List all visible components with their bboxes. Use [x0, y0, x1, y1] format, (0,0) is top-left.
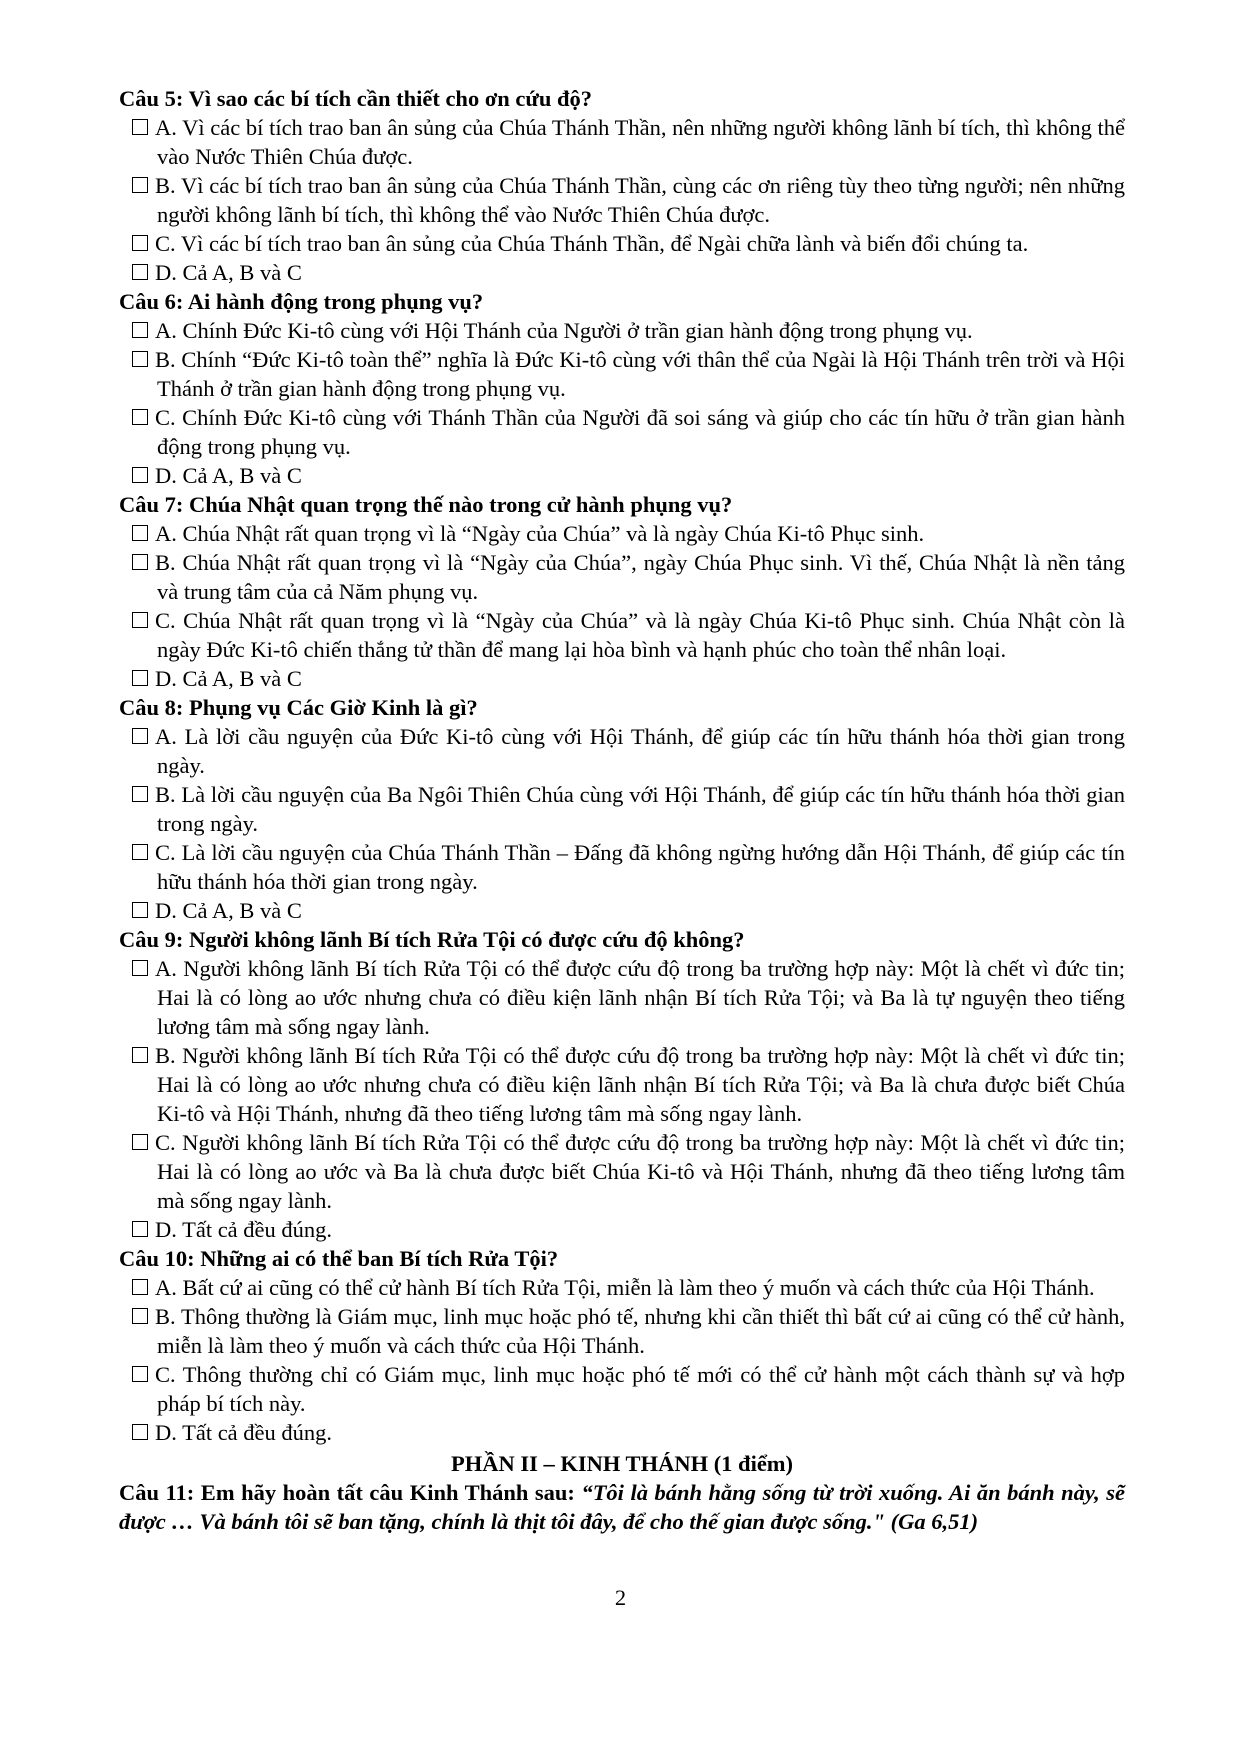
question-11	[119, 1478, 1125, 1536]
checkbox-icon[interactable]	[132, 1308, 148, 1324]
answer-option[interactable]: A. Vì các bí tích trao ban ân sủng của Chúa Thánh Thần, nên những người không lãnh bí tích, thì không thể vào Nước Thiên Chúa được.	[119, 113, 1125, 171]
checkbox-icon[interactable]	[132, 264, 148, 280]
answer-option[interactable]: C. Người không lãnh Bí tích Rửa Tội có thể được cứu độ trong ba trường hợp này: Một là chết vì đức tin; Hai là có lòng ao ước và Ba là chưa được biết Chúa Ki-tô và Hội Thánh, nhưng đã theo tiếng lương tâm mà sống ngay lành.	[119, 1128, 1125, 1215]
question-10	[119, 1244, 1125, 1447]
answer-option[interactable]: D. Cả A, B và C	[119, 258, 1125, 287]
checkbox-icon[interactable]	[132, 960, 148, 976]
checkbox-icon[interactable]	[132, 177, 148, 193]
question-title: Câu 5: Vì sao các bí tích cần thiết cho ơn cứu độ?	[119, 86, 593, 111]
answer-option[interactable]: C. Là lời cầu nguyện của Chúa Thánh Thần – Đấng đã không ngừng hướng dẫn Hội Thánh, để giúp các tín hữu thánh hóa thời gian trong ngày.	[119, 838, 1125, 896]
answer-option[interactable]: A. Bất cứ ai cũng có thể cử hành Bí tích Rửa Tội, miễn là làm theo ý muốn và cách thức của Hội Thánh.	[119, 1273, 1125, 1302]
checkbox-icon[interactable]	[132, 612, 148, 628]
checkbox-icon[interactable]	[132, 1047, 148, 1063]
checkbox-icon[interactable]	[132, 1221, 148, 1237]
answer-option[interactable]: C. Chúa Nhật rất quan trọng vì là “Ngày của Chúa” và là ngày Chúa Ki-tô Phục sinh. Chúa Nhật còn là ngày Đức Ki-tô chiến thắng tử thần để mang lại hòa bình và hạnh phúc cho toàn thể nhân loại.	[119, 606, 1125, 664]
answer-option[interactable]: B. Thông thường là Giám mục, linh mục hoặc phó tế, nhưng khi cần thiết thì bất cứ ai cũng có thể cử hành, miễn là làm theo ý muốn và cách thức của Hội Thánh.	[119, 1302, 1125, 1360]
checkbox-icon[interactable]	[132, 844, 148, 860]
checkbox-icon[interactable]	[132, 1279, 148, 1295]
answer-option[interactable]: B. Là lời cầu nguyện của Ba Ngôi Thiên Chúa cùng với Hội Thánh, để giúp các tín hữu thánh hóa thời gian trong ngày.	[119, 780, 1125, 838]
question-5	[119, 84, 1125, 287]
answer-option[interactable]: D. Tất cả đều đúng.	[119, 1215, 1125, 1244]
question-title: Câu 9: Người không lãnh Bí tích Rửa Tội có được cứu độ không?	[119, 927, 745, 952]
checkbox-icon[interactable]	[132, 902, 148, 918]
checkbox-icon[interactable]	[132, 351, 148, 367]
checkbox-icon[interactable]	[132, 467, 148, 483]
question-title: Câu 8: Phụng vụ Các Giờ Kinh là gì?	[119, 695, 478, 720]
checkbox-icon[interactable]	[132, 1424, 148, 1440]
question-6	[119, 287, 1125, 490]
checkbox-icon[interactable]	[132, 1366, 148, 1382]
checkbox-icon[interactable]	[132, 235, 148, 251]
answer-option[interactable]: B. Vì các bí tích trao ban ân sủng của Chúa Thánh Thần, cùng các ơn riêng tùy theo từng người; nên những người không lãnh bí tích, thì không thể vào Nước Thiên Chúa được.	[119, 171, 1125, 229]
answer-option[interactable]: D. Tất cả đều đúng.	[119, 1418, 1125, 1447]
checkbox-icon[interactable]	[132, 728, 148, 744]
question-11-lead: Câu 11: Em hãy hoàn tất câu Kinh Thánh sau:	[119, 1480, 582, 1505]
question-9	[119, 925, 1125, 1244]
question-title: Câu 6: Ai hành động trong phụng vụ?	[119, 289, 484, 314]
checkbox-icon[interactable]	[132, 322, 148, 338]
answer-option[interactable]: C. Chính Đức Ki-tô cùng với Thánh Thần của Người đã soi sáng và giúp cho các tín hữu ở trần gian hành động trong phụng vụ.	[119, 403, 1125, 461]
answer-option[interactable]: D. Cả A, B và C	[119, 896, 1125, 925]
checkbox-icon[interactable]	[132, 409, 148, 425]
answer-option[interactable]: D. Cả A, B và C	[119, 664, 1125, 693]
checkbox-icon[interactable]	[132, 525, 148, 541]
checkbox-icon[interactable]	[132, 119, 148, 135]
question-8	[119, 693, 1125, 925]
answer-option[interactable]: D. Cả A, B và C	[119, 461, 1125, 490]
answer-option[interactable]: C. Vì các bí tích trao ban ân sủng của Chúa Thánh Thần, để Ngài chữa lành và biến đổi chúng ta.	[119, 229, 1125, 258]
checkbox-icon[interactable]	[132, 670, 148, 686]
section-heading: PHẦN II – KINH THÁNH (1 điểm)	[450, 1451, 794, 1476]
question-7	[119, 490, 1125, 693]
answer-option[interactable]: B. Chúa Nhật rất quan trọng vì là “Ngày của Chúa”, ngày Chúa Phục sinh. Vì thế, Chúa Nhật là nền tảng và trung tâm của cả Năm phụng vụ.	[119, 548, 1125, 606]
answer-option[interactable]: A. Là lời cầu nguyện của Đức Ki-tô cùng với Hội Thánh, để giúp các tín hữu thánh hóa thời gian trong ngày.	[119, 722, 1125, 780]
checkbox-icon[interactable]	[132, 786, 148, 802]
answer-option[interactable]: A. Chúa Nhật rất quan trọng vì là “Ngày của Chúa” và là ngày Chúa Ki-tô Phục sinh.	[119, 519, 1125, 548]
answer-option[interactable]: C. Thông thường chỉ có Giám mục, linh mục hoặc phó tế mới có thể cử hành một cách thành sự và hợp pháp bí tích này.	[119, 1360, 1125, 1418]
checkbox-icon[interactable]	[132, 1134, 148, 1150]
question-title: Câu 10: Những ai có thể ban Bí tích Rửa Tội?	[119, 1246, 559, 1271]
scripture-quote: “Tôi là bánh hằng sống từ trời xuống. Ai ăn bánh này, sẽ được … Và bánh tôi sẽ ban tặng, chính là thịt tôi đây, để cho thế gian được sống." (Ga 6,51)	[119, 1480, 1125, 1534]
answer-option[interactable]: A. Người không lãnh Bí tích Rửa Tội có thể được cứu độ trong ba trường hợp này: Một là chết vì đức tin; Hai là có lòng ao ước nhưng chưa có điều kiện lãnh nhận Bí tích Rửa Tội; và Ba là tự nguyện theo tiếng lương tâm mà sống ngay lành.	[119, 954, 1125, 1041]
answer-option[interactable]: B. Người không lãnh Bí tích Rửa Tội có thể được cứu độ trong ba trường hợp này: Một là chết vì đức tin; Hai là có lòng ao ước nhưng chưa có điều kiện lãnh nhận Bí tích Rửa Tội; và Ba là chưa được biết Chúa Ki-tô và Hội Thánh, nhưng đã theo tiếng lương tâm mà sống ngay lành.	[119, 1041, 1125, 1128]
answer-option[interactable]: A. Chính Đức Ki-tô cùng với Hội Thánh của Người ở trần gian hành động trong phụng vụ.	[119, 316, 1125, 345]
page-number: 2	[614, 1585, 627, 1610]
question-title: Câu 7: Chúa Nhật quan trọng thế nào trong cử hành phụng vụ?	[119, 492, 733, 517]
page-content	[119, 84, 1125, 1536]
answer-option[interactable]: B. Chính “Đức Ki-tô toàn thể” nghĩa là Đức Ki-tô cùng với thân thể của Ngài là Hội Thánh trên trời và Hội Thánh ở trần gian hành động trong phụng vụ.	[119, 345, 1125, 403]
checkbox-icon[interactable]	[132, 554, 148, 570]
